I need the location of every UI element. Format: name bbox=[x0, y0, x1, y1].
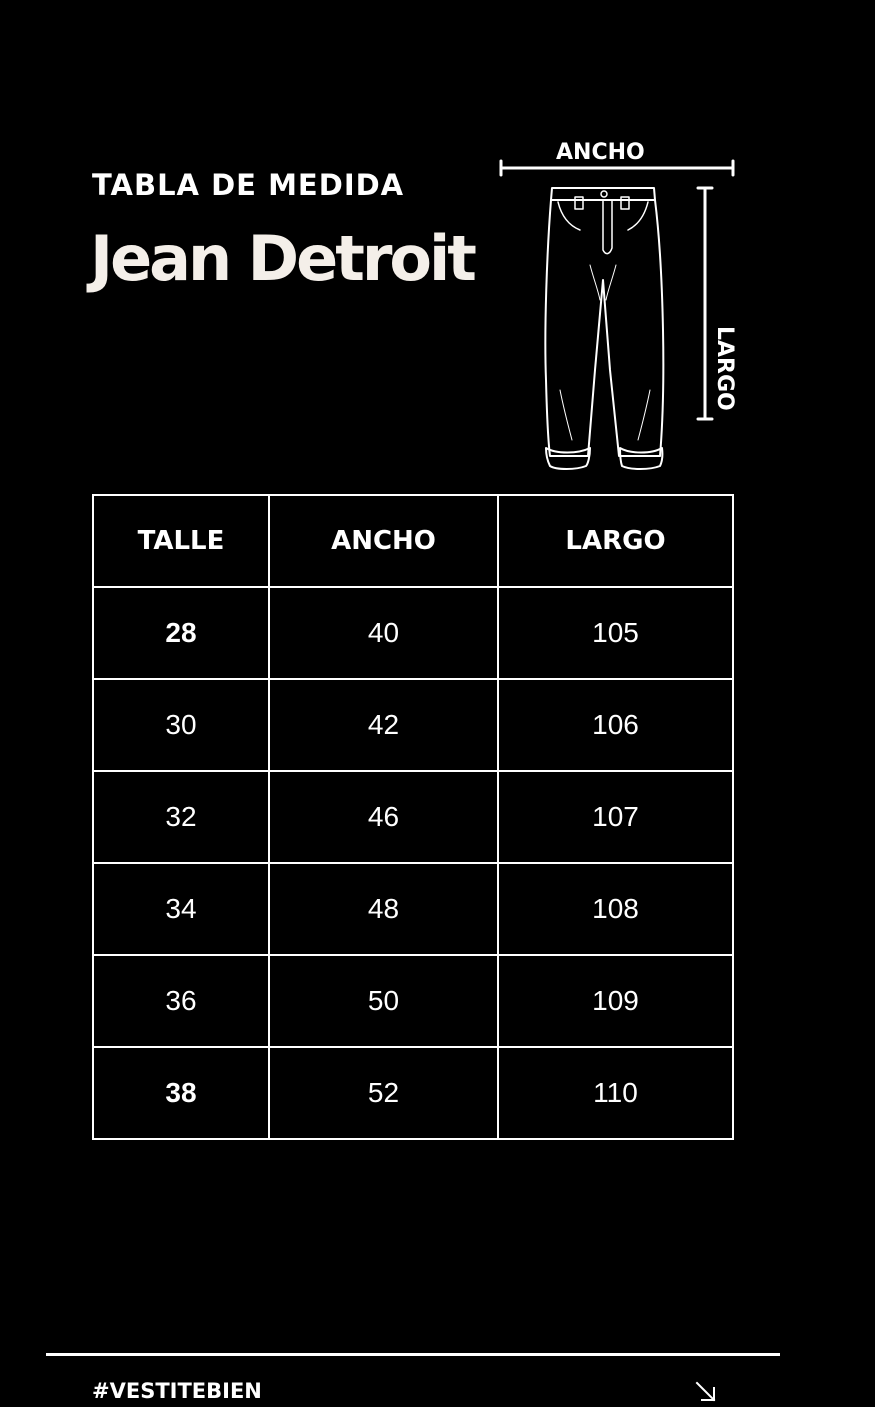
footer-divider bbox=[46, 1353, 780, 1356]
length-label: LARGO bbox=[712, 326, 737, 411]
size-cell: 34 bbox=[93, 863, 269, 955]
column-header: LARGO bbox=[498, 495, 733, 587]
size-cell: 38 bbox=[93, 1047, 269, 1139]
table-header-row bbox=[93, 495, 733, 587]
table-row bbox=[93, 863, 733, 955]
size-cell: 28 bbox=[93, 587, 269, 679]
arrow-down-right-icon bbox=[694, 1380, 718, 1404]
table-row bbox=[93, 955, 733, 1047]
size-cell: 30 bbox=[93, 679, 269, 771]
width-cell: 40 bbox=[269, 587, 498, 679]
width-label: ANCHO bbox=[556, 140, 645, 165]
length-cell: 108 bbox=[498, 863, 733, 955]
size-cell: 32 bbox=[93, 771, 269, 863]
table-row bbox=[93, 587, 733, 679]
table-row bbox=[93, 679, 733, 771]
hashtag-text: #VESTITEBIEN bbox=[92, 1379, 262, 1403]
page-subtitle: TABLA DE MEDIDA bbox=[92, 168, 405, 202]
length-cell: 106 bbox=[498, 679, 733, 771]
column-header: TALLE bbox=[93, 495, 269, 587]
page-title: Jean Detroit bbox=[90, 222, 474, 295]
length-cell: 105 bbox=[498, 587, 733, 679]
width-cell: 46 bbox=[269, 771, 498, 863]
table-row bbox=[93, 1047, 733, 1139]
width-cell: 42 bbox=[269, 679, 498, 771]
measurement-diagram bbox=[490, 130, 760, 480]
width-cell: 48 bbox=[269, 863, 498, 955]
length-cell: 110 bbox=[498, 1047, 733, 1139]
table-row bbox=[93, 771, 733, 863]
column-header: ANCHO bbox=[269, 495, 498, 587]
length-cell: 107 bbox=[498, 771, 733, 863]
width-cell: 52 bbox=[269, 1047, 498, 1139]
jeans-icon bbox=[490, 130, 760, 480]
size-cell: 36 bbox=[93, 955, 269, 1047]
width-cell: 50 bbox=[269, 955, 498, 1047]
size-table bbox=[92, 494, 734, 1140]
length-cell: 109 bbox=[498, 955, 733, 1047]
